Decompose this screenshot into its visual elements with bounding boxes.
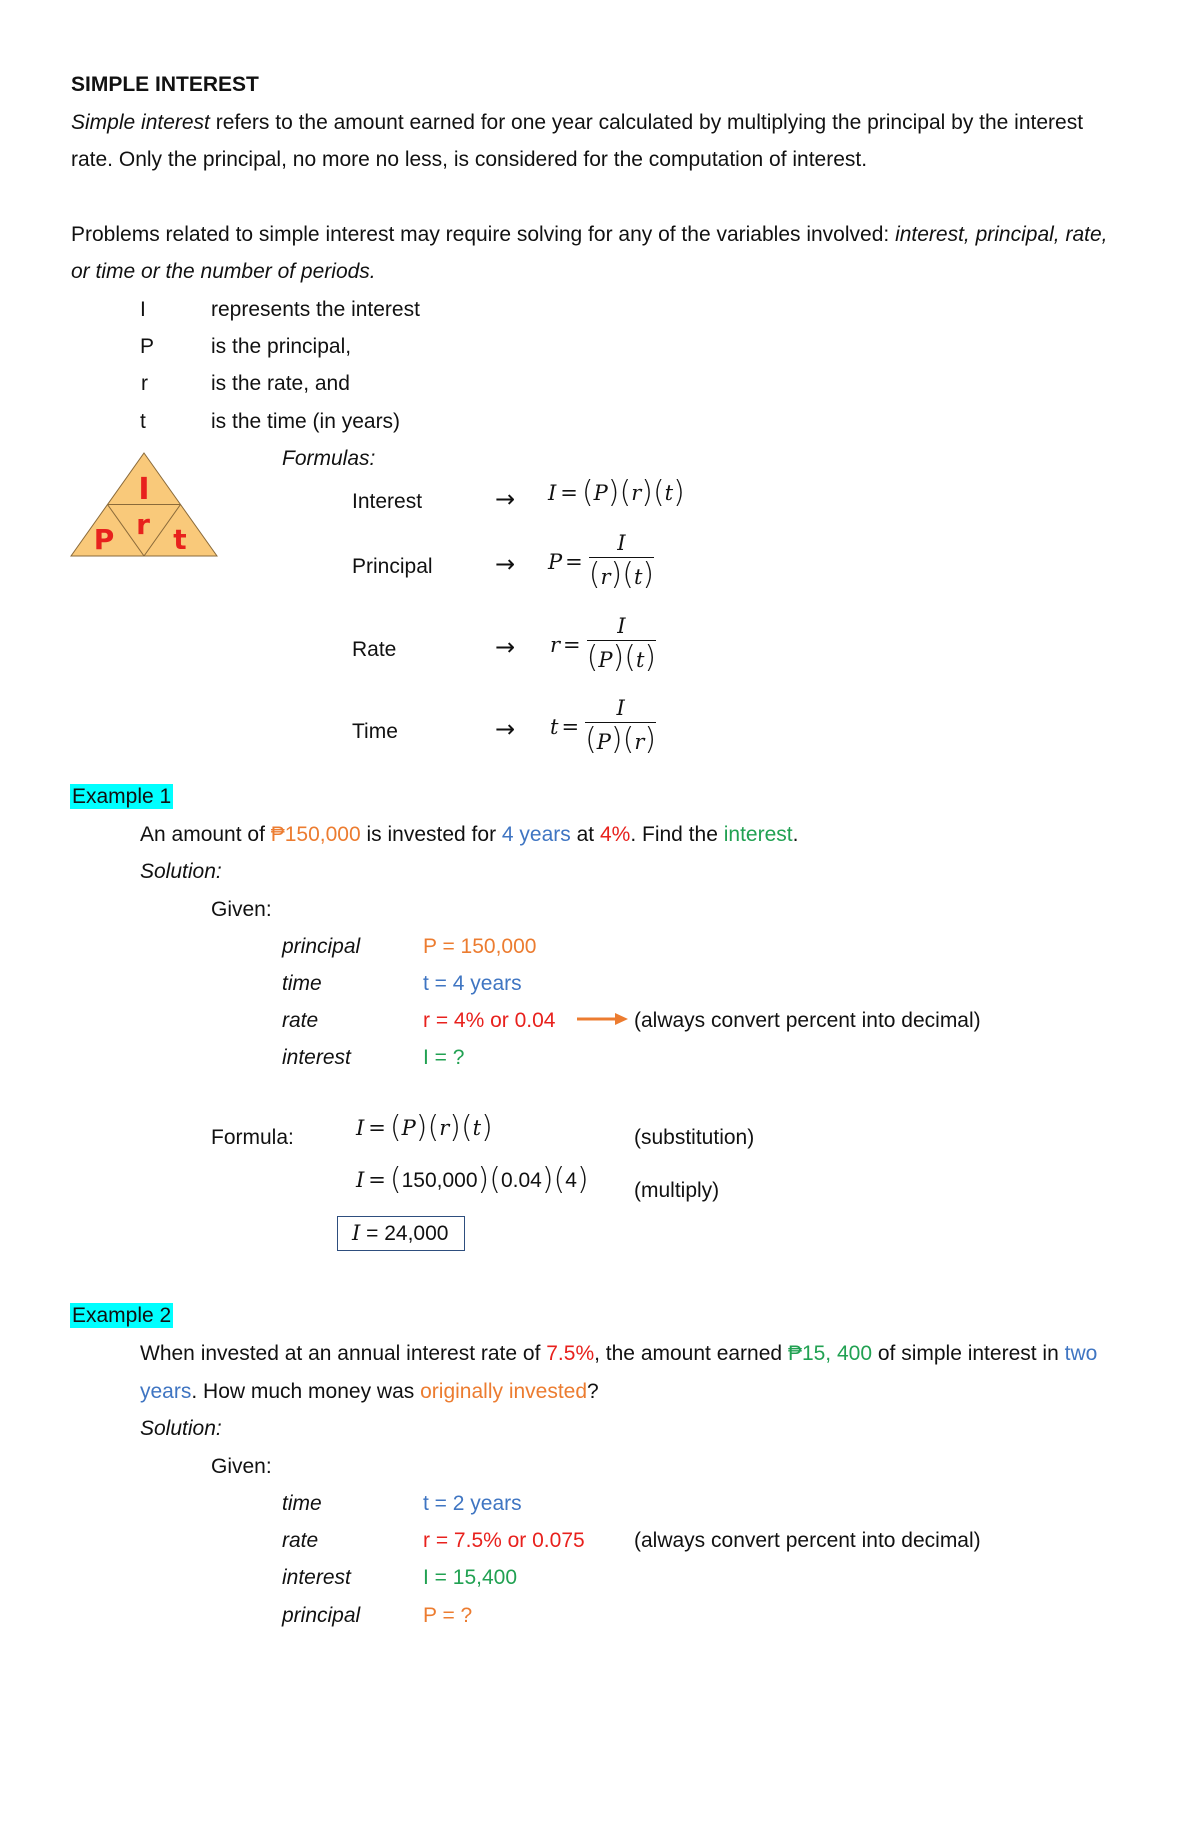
denominator-factor: r: [634, 730, 645, 754]
fraction: [589, 533, 654, 590]
substitution-note: (substitution): [634, 1126, 755, 1149]
paren: )(: [415, 1110, 440, 1145]
var-desc-rate: is the rate, and: [211, 372, 350, 395]
given-name: interest: [282, 1566, 351, 1589]
given-value: I = ?: [423, 1046, 465, 1069]
denominator-factor: t: [635, 648, 645, 672]
paren: )(: [641, 475, 665, 510]
answer-value: = 24,000: [360, 1222, 449, 1245]
given-name: time: [282, 1492, 322, 1515]
formula-lhs: I: [548, 480, 557, 505]
given-name: principal: [282, 1604, 361, 1627]
problem-text: ?: [587, 1380, 599, 1403]
example-1-highlight: Example 1: [72, 785, 172, 808]
given-name: principal: [282, 935, 361, 958]
formula-lhs: t: [550, 714, 559, 739]
given-value: r = 7.5% or 0.075: [423, 1529, 585, 1552]
example-1-problem: [140, 824, 798, 845]
formula-lhs: I: [356, 1115, 365, 1140]
fraction-denominator: (P)(t): [586, 640, 657, 675]
triangle-letter-P: P: [93, 523, 115, 556]
problem-text: of simple interest in: [872, 1342, 1065, 1365]
problem-time: 4 years: [501, 823, 571, 846]
problems-line-1: [71, 224, 1108, 245]
intro-line-1: [71, 112, 1083, 133]
problem-text: . How much money was: [191, 1380, 421, 1403]
multiply-note: (multiply): [634, 1179, 720, 1202]
formula-label-time: Time: [352, 720, 398, 743]
example-2-problem-line-1: [140, 1343, 1097, 1364]
fraction-denominator: (r)(t): [588, 557, 655, 592]
given-name: rate: [282, 1529, 319, 1552]
paren: )(: [477, 1162, 501, 1197]
problem-text: An amount of: [140, 823, 271, 846]
formula-time: [550, 698, 656, 755]
fraction-numerator: I: [617, 614, 626, 638]
formula-principal: [548, 533, 654, 590]
intro-line-2: rate. Only the principal, no more no less, is considered for the computation of interest.: [71, 148, 868, 171]
factor-r: r: [631, 480, 642, 505]
example-1-solution-label: Solution:: [140, 860, 222, 883]
example-2-given-label: Given:: [211, 1455, 272, 1478]
factor-t: t: [472, 1115, 482, 1140]
interest-triangle-diagram: [66, 449, 222, 559]
page-title: SIMPLE INTEREST: [71, 73, 259, 96]
factor-t: t: [664, 480, 674, 505]
problem-text: is invested for: [360, 823, 502, 846]
formula-step-substitution: [356, 1110, 493, 1145]
problem-text: at: [570, 823, 600, 846]
given-value: r = 4% or 0.04: [423, 1009, 556, 1032]
paren: )(: [607, 475, 632, 510]
example-2-label: [70, 1305, 173, 1326]
value-time: 4: [565, 1168, 577, 1192]
formula-label-principal: Principal: [352, 555, 433, 578]
example-1-formula-label: Formula:: [211, 1126, 294, 1149]
triangle-letter-t: t: [173, 523, 187, 556]
equals-sign: =: [368, 1115, 386, 1140]
given-value: t = 2 years: [423, 1492, 522, 1515]
formula-label-interest: Interest: [352, 490, 423, 513]
right-arrow-icon: →: [495, 715, 516, 743]
simple-interest-term: Simple interest: [71, 111, 210, 134]
triangle-letter-r: r: [136, 508, 150, 541]
problem-rate: 7.5%: [546, 1342, 595, 1365]
orange-arrow-icon: [577, 1011, 629, 1027]
problem-amount: ₱150,000: [270, 823, 361, 846]
given-name: interest: [282, 1046, 351, 1069]
equals-sign: =: [560, 480, 578, 505]
intro-text: refers to the amount earned for one year calculated by multiplying the principal by the interest: [209, 111, 1084, 134]
equals-sign: =: [561, 714, 580, 739]
var-desc-time: is the time (in years): [211, 410, 401, 433]
fraction-numerator: I: [616, 696, 625, 720]
right-arrow-icon: →: [495, 550, 516, 578]
example-2-solution-label: Solution:: [140, 1417, 222, 1440]
formula-lhs: r: [550, 632, 561, 657]
problem-text: , the amount earned: [594, 1342, 788, 1365]
var-symbol-time: t: [140, 410, 146, 433]
fraction-denominator: (P)(r): [585, 722, 657, 757]
problems-variables: interest, principal, rate,: [895, 223, 1108, 246]
formula-interest: [548, 475, 685, 510]
answer-lhs: I: [352, 1221, 361, 1245]
given-name: rate: [282, 1009, 319, 1032]
right-arrow-icon: →: [495, 633, 516, 661]
given-value: I = 15,400: [423, 1566, 517, 1589]
problems-line-2: or time or the number of periods.: [71, 260, 376, 283]
triangle-letter-I: I: [138, 472, 150, 507]
given-name: time: [282, 972, 322, 995]
problem-text: When invested at an annual interest rate of: [140, 1342, 547, 1365]
problem-time: years: [140, 1380, 192, 1403]
problems-text: Problems related to simple interest may require solving for any of the variables involved:: [71, 223, 896, 246]
formula-lhs: P: [548, 549, 563, 574]
var-symbol-principal: P: [140, 335, 155, 358]
rate-conversion-note: (always convert percent into decimal): [634, 1009, 981, 1032]
problem-amount: ₱15, 400: [787, 1342, 873, 1365]
var-symbol-interest: I: [140, 298, 146, 321]
equals-sign: =: [563, 632, 581, 657]
denominator-factor: P: [598, 648, 613, 672]
paren: ): [576, 1162, 589, 1197]
problem-target: originally invested: [420, 1380, 588, 1403]
var-desc-principal: is the principal,: [211, 335, 352, 358]
rate-conversion-note: (always convert percent into decimal): [634, 1529, 981, 1552]
value-principal: 150,000: [401, 1168, 478, 1192]
example-2-problem-line-2: [140, 1381, 599, 1402]
formula-label-rate: Rate: [352, 638, 397, 661]
example-1-answer-box: [337, 1216, 465, 1251]
problem-text: . Find the: [630, 823, 724, 846]
equals-sign: =: [368, 1167, 386, 1192]
formulas-heading: Formulas:: [282, 447, 376, 470]
denominator-factor: t: [633, 565, 643, 589]
paren: ): [481, 1110, 493, 1145]
var-desc-interest: represents the interest: [211, 298, 420, 321]
example-1-given-label: Given:: [211, 898, 272, 921]
problem-time: two: [1064, 1342, 1098, 1365]
right-arrow-icon: →: [495, 485, 516, 513]
fraction: [585, 698, 656, 755]
factor-r: r: [439, 1115, 450, 1140]
paren: (: [389, 1110, 402, 1145]
formula-step-multiply: [356, 1162, 589, 1197]
value-rate: 0.04: [500, 1168, 542, 1192]
paren: (: [389, 1162, 402, 1197]
factor-P: P: [593, 480, 608, 505]
example-2-highlight: Example 2: [72, 1304, 172, 1327]
given-value: P = ?: [423, 1604, 473, 1627]
problem-text: .: [792, 823, 799, 846]
given-value: P = 150,000: [423, 935, 537, 958]
given-value: t = 4 years: [423, 972, 522, 995]
var-symbol-rate: r: [141, 372, 148, 395]
paren: (: [581, 475, 594, 510]
equals-sign: =: [565, 549, 583, 574]
formula-rate: [550, 616, 656, 673]
paren: )(: [541, 1162, 566, 1197]
fraction: [587, 616, 656, 673]
example-1-label: [70, 786, 173, 807]
factor-P: P: [401, 1115, 416, 1140]
denominator-factor: r: [600, 565, 611, 589]
paren: )(: [449, 1110, 473, 1145]
formula-lhs: I: [356, 1167, 365, 1192]
problem-rate: 4%: [599, 823, 631, 846]
fraction-numerator: I: [617, 531, 626, 555]
denominator-factor: P: [596, 730, 611, 754]
problem-target: interest: [723, 823, 793, 846]
paren: ): [673, 475, 685, 510]
